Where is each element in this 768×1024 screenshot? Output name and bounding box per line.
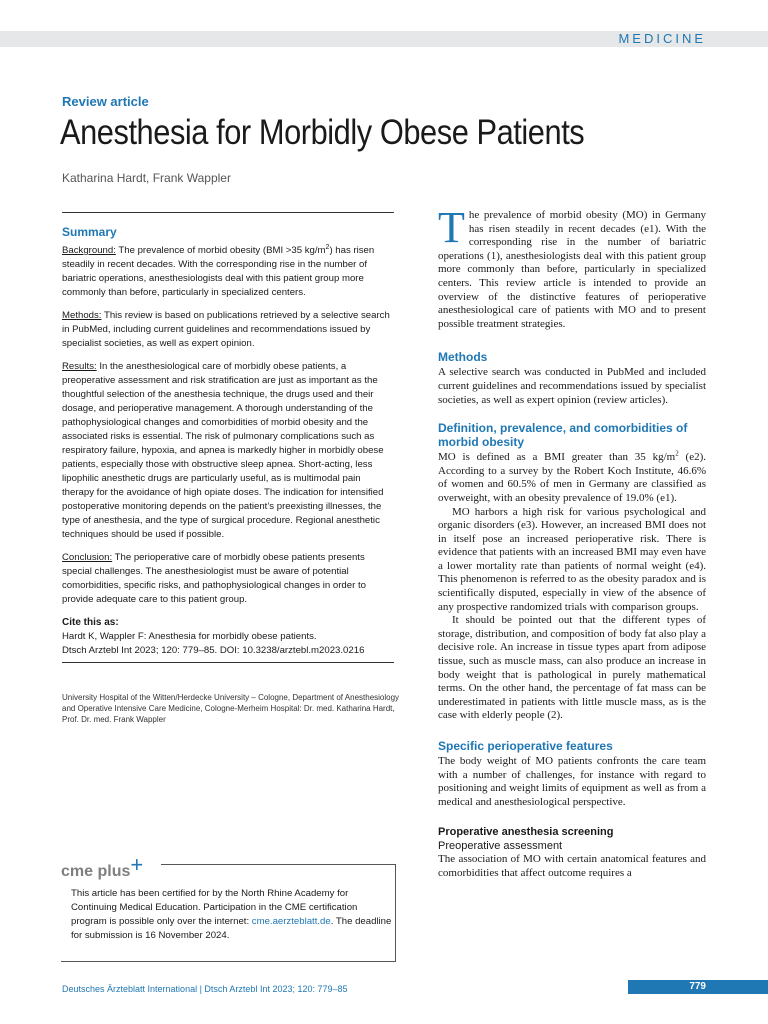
page-number: 779: [689, 981, 706, 992]
footer-citation: Deutsches Ärzteblatt International | Dtsch Arztebl Int 2023; 120: 779–85: [62, 984, 348, 994]
summary-heading: Summary: [62, 225, 117, 239]
methods-heading: Methods: [438, 350, 488, 365]
definition-heading: Definition, prevalence, and comorbidities of morbid obesity: [438, 421, 688, 450]
body-column: [438, 203, 707, 881]
drop-cap: T: [438, 203, 465, 252]
summary-conclusion: Conclusion: The perioperative care of morbidly obese patients presents special challenges. The anesthesiologist must be aware of potential comorbidities, specific risks, and pathophysiological changes in order to provide adequate care to this patient group.: [62, 552, 366, 605]
page-number-bar: [628, 980, 768, 994]
cite-line-1: Hardt K, Wappler F: Anesthesia for morbidly obese patients.: [62, 631, 317, 642]
article-type: Review article: [62, 94, 149, 109]
screening-paragraph: The association of MO with certain anatomical features and comorbidities that affect outcome requires a: [438, 853, 706, 879]
intro-paragraph: The prevalence of morbid obesity (MO) in Germany has risen steadily in recent decades (e1). With the corresponding rise in the number of bariatric operations (1), anesthesiologists deal with this patient group more commonly than before, particularly in specialized centers. This review article is intended to provide an overview of the distinctive features of perioperative anesthesiological care of patients with MO and to present possible treatment strategies.: [438, 203, 706, 330]
summary-top-rule: [62, 212, 394, 213]
definition-paragraph-3: It should be pointed out that the different types of storage, distribution, and composition of body fat also play a decisive role. An increase in tissue types apart from adipose tissue, such as muscle mass, can also produce an increase in body weight that is pathological in purely mathematical terms. On the other hand, the percentage of fat mass can be underestimated in patients with little muscle mass, as is the case with elderly people (2).: [438, 614, 706, 722]
summary-background: Background: The prevalence of morbid obesity (BMI >35 $kg/m^2$) has risen steadily in recent decades. With the corresponding rise in the number of bariatric operations, anesthesiologists deal with this patient group more commonly than before, particularly in specialized centers.: [62, 243, 375, 298]
specific-features-paragraph: The body weight of MO patients confronts the care team with a number of challenges, for instance with regard to positioning and weight limits of equipment as well as from a medical and anesthesiological perspective.: [438, 755, 706, 808]
methods-paragraph: A selective search was conducted in PubMed and included current guidelines and recommendations issued by specialist societies, as well as expert opinion (review articles).: [438, 366, 706, 406]
specific-features-heading: Specific perioperative features: [438, 739, 613, 753]
cite-line-2: Dtsch Arztebl Int 2023; 120: 779–85. DOI: 10.3238/arztebl.m2023.0216: [62, 645, 365, 656]
cme-plus-logo: cme plus+: [61, 852, 144, 880]
section-label: MEDICINE: [618, 31, 706, 46]
summary-methods: Methods: This review is based on publications retrieved by a selective search in PubMed, including current guidelines and recommendations issued by specialist societies, as well as expert opinion.: [62, 310, 390, 349]
section-bar: [0, 31, 768, 47]
article-title: Anesthesia for Morbidly Obese Patients: [60, 113, 585, 152]
definition-paragraph-1: MO is defined as a BMI greater than 35 $kg/m^2$ (e2). According to a survey by the Robert Koch Institute, 46.6% of women and 60.5% of men in Germany are classified as overweight, with an obesity prevalence of 19.0% (e1).: [438, 449, 707, 504]
cite-heading: Cite this as:: [62, 617, 119, 628]
screening-heading: Properative anesthesia screening: [438, 826, 614, 839]
definition-paragraph-2: MO harbors a high risk for various psychological and organic disorders (e3). However, an increased BMI does not in itself pose an increased perioperative risk. There is evidence that patients with an increased BMI may even have a lower mortality rate than patients of normal weight (e4). This phenomenon is referred to as the obesity paradox and is scientifically disputed, especially in view of the absence of any prospective randomized trials with comparison groups.: [438, 505, 706, 613]
summary-bottom-rule: [62, 662, 394, 663]
cme-text: This article has been certified for by the North Rhine Academy for Continuing Medical Education. Participation in the CME certification program is possible only over the internet: cme.aerzteblatt.de. The deadline for submission is 16 November 2024.: [71, 888, 392, 941]
screening-subheading: Preoperative assessment: [438, 840, 563, 853]
summary-results: Results: In the anesthesiological care of morbidly obese patients, a preoperative assessment and risk stratification are just as important as the thoughtful selection of the anesthesia technique, the drugs used and their dosage, and perioperative management. A thorough understanding of the pathophysiological changes and comorbidities of morbid obesity and the associated risks is essential. The risk of pulmonary complications such as respiratory failure, hypoxia, and apnea is markedly higher in morbidly obese patients, especially those with obstructive sleep apnea. Short-acting, less lipophilic anesthetic drugs are particularly useful, as is multimodal pain therapy for the avoidance of high opiate doses. The indication for intensified postoperative monitoring depends on the patient’s preexisting illnesses, the type of anesthesia, and the type of surgical procedure. Regional anesthetic techniques should be used if possible.: [62, 361, 384, 540]
article-authors: Katharina Hardt, Frank Wappler: [62, 171, 231, 185]
plus-icon: +: [130, 852, 144, 877]
summary-body: [62, 244, 394, 658]
author-affiliation: University Hospital of the Witten/Herdecke University – Cologne, Department of Anesthesiology and Operative Intensive Care Medicine, Cologne-Merheim Hospital: Dr. med. Katharina Hardt, Prof. Dr. med. Frank Wappler: [62, 693, 400, 724]
cme-link[interactable]: cme.aerzteblatt.de: [251, 916, 331, 927]
